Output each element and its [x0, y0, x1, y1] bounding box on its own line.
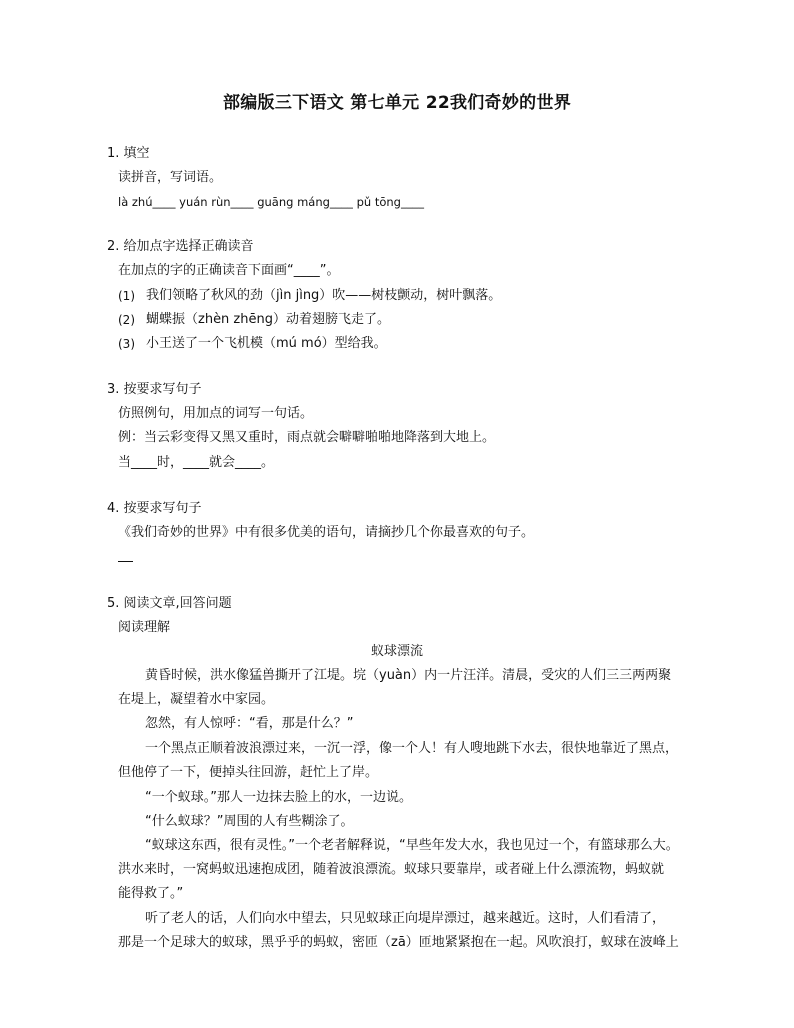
q4-answer-blank[interactable]: [118, 561, 133, 562]
page-title: 部编版三下语文 第七单元 22我们奇妙的世界: [222, 93, 572, 113]
q2-item-1-text: 我们领略了秋风的劲（jìn jìng）吹——树枝颤动，树叶飘落。: [146, 288, 502, 303]
story-line: 一个黑点正顺着波浪漂过来，一沉一浮，像一个人！有人嗖地跳下水去，很快地靠近了黑点，: [145, 741, 679, 756]
q4-instruction: 《我们奇妙的世界》中有很多优美的语句，请摘抄几个你最喜欢的句子。: [118, 525, 535, 540]
q5-subheading: 阅读理解: [118, 620, 171, 635]
q2-heading: 2. 给加点字选择正确读音: [107, 239, 254, 254]
q3-example: 例：当云彩变得又黑又重时，雨点就会噼噼啪啪地降落到大地上。: [118, 430, 496, 445]
story-line: 在堤上，凝望着水中家园。: [118, 692, 275, 707]
q2-item-2-number: (2): [118, 313, 135, 327]
story-line: 忽然，有人惊呼：“看，那是什么？”: [145, 716, 354, 731]
q1-pinyin-row: là zhú____ yuán rùn____ guāng máng____ pǔ tōng____: [118, 195, 424, 209]
q1-instruction: 读拼音，写词语。: [118, 170, 223, 185]
story-line: 但他停了一下，便掉头往回游，赶忙上了岸。: [118, 765, 379, 780]
story-line: 听了老人的话，人们向水中望去，只见蚁球正向堤岸漂过，越来越近。这时，人们看清了，: [145, 911, 666, 926]
q4-heading: 4. 按要求写句子: [107, 501, 202, 516]
story-line: 能得救了。”: [118, 886, 184, 901]
story-line: “蚁球这东西，很有灵性。”一个老者解释说，“早些年发大水，我也见过一个，有篮球那么大。: [145, 838, 679, 853]
q2-item-2-text: 蝴蝶振（zhèn zhēng）动着翅膀飞走了。: [146, 312, 390, 327]
q5-heading: 5. 阅读文章,回答问题: [107, 596, 232, 611]
q3-heading: 3. 按要求写句子: [107, 382, 202, 397]
story-line: “什么蚁球？”周围的人有些糊涂了。: [145, 814, 354, 829]
story-line: 洪水来时，一窝蚂蚁迅速抱成团，随着波浪漂流。蚁球只要靠岸，或者碰上什么漂流物，蚂蚁就: [118, 862, 665, 877]
q3-instruction: 仿照例句，用加点的词写一句话。: [118, 406, 314, 421]
q3-template: 当____时，____就会____。: [118, 455, 275, 470]
q2-item-1-number: (1): [118, 289, 135, 303]
q2-item-3-text: 小王送了一个飞机模（mú mó）型给我。: [146, 336, 387, 351]
story-line: 黄昏时候，洪水像猛兽撕开了江堤。垸（yuàn）内一片汪洋。清晨，受灾的人们三三两两聚: [145, 668, 672, 683]
q2-instruction: 在加点的字的正确读音下面画“____”。: [118, 263, 340, 278]
q1-heading: 1. 填空: [107, 146, 150, 161]
story-line: 那是一个足球大的蚁球，黑乎乎的蚂蚁，密匝（zā）匝地紧紧抱在一起。风吹浪打，蚁球在波峰上: [118, 935, 679, 950]
q2-item-3-number: (3): [118, 337, 135, 351]
story-line: “一个蚁球。”那人一边抹去脸上的水，一边说。: [145, 790, 412, 805]
story-title: 蚁球漂流: [370, 644, 423, 659]
